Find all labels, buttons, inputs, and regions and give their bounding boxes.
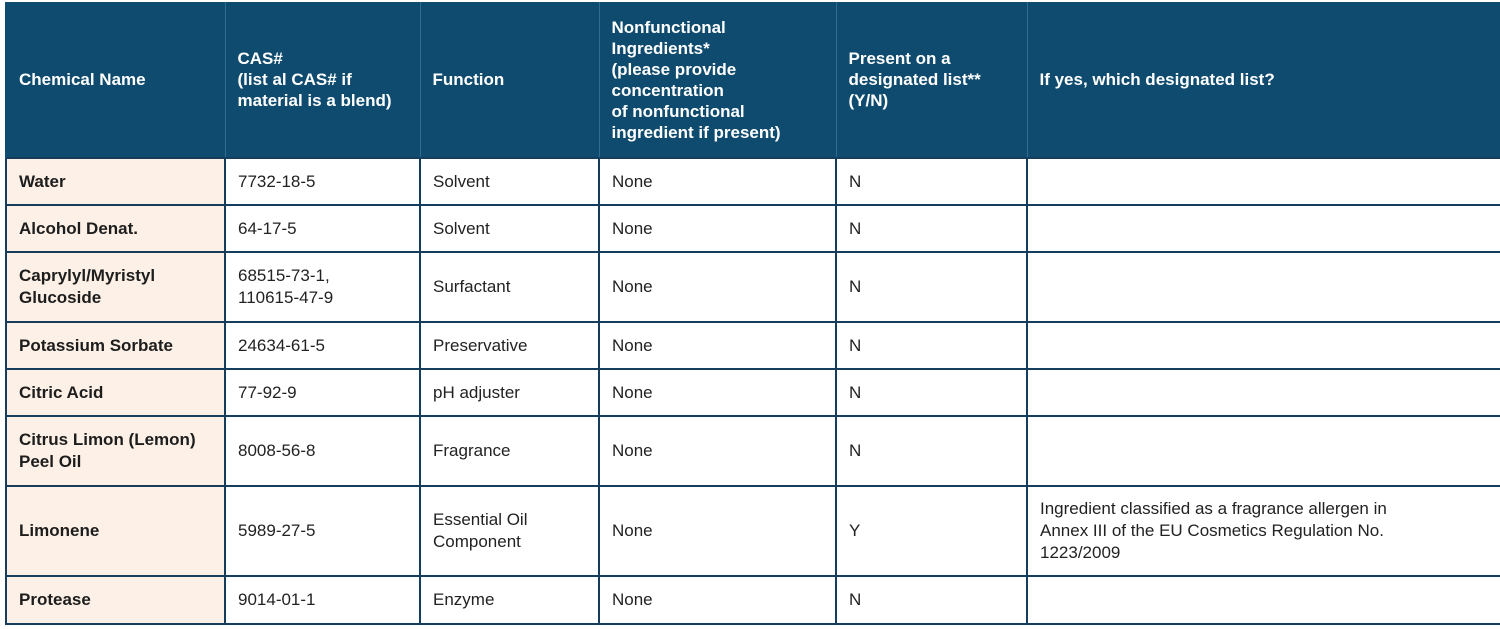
cell-chemical-name: Limonene [6,486,225,576]
table-row [6,322,1500,369]
table-row [6,252,1500,322]
cell-designated: Y [836,486,1027,576]
table-header [6,2,1500,158]
cell-function: Enzyme [420,576,599,624]
cell-nonfunctional: None [599,369,836,416]
cell-designated: N [836,205,1027,252]
cell-which-list [1027,369,1500,416]
cell-nonfunctional: None [599,576,836,624]
cell-which-list [1027,252,1500,322]
table-row [6,576,1500,624]
cell-which-list [1027,576,1500,624]
header-nonfunctional: Nonfunctional Ingredients* (please provide concentration of nonfunctional ingredient if present) [599,2,836,158]
cell-chemical-name: Caprylyl/Myristyl Glucoside [6,252,225,322]
cell-chemical-name: Water [6,158,225,205]
cell-nonfunctional: None [599,486,836,576]
table-body [6,158,1500,624]
cell-designated: N [836,416,1027,486]
cell-cas: 77-92-9 [225,369,420,416]
cell-chemical-name: Citric Acid [6,369,225,416]
cell-designated: N [836,158,1027,205]
cell-designated: N [836,576,1027,624]
table-row [6,205,1500,252]
header-row [6,2,1500,158]
table-row [6,486,1500,576]
header-chemical-name: Chemical Name [6,2,225,158]
cell-nonfunctional: None [599,205,836,252]
cell-function: Solvent [420,158,599,205]
cell-function: Fragrance [420,416,599,486]
cell-cas: 8008-56-8 [225,416,420,486]
table-row [6,158,1500,205]
cell-designated: N [836,322,1027,369]
cell-function: pH adjuster [420,369,599,416]
table-row [6,369,1500,416]
cell-cas: 9014-01-1 [225,576,420,624]
header-function: Function [420,2,599,158]
cell-chemical-name: Potassium Sorbate [6,322,225,369]
cell-nonfunctional: None [599,322,836,369]
cell-cas: 64-17-5 [225,205,420,252]
cell-which-list: Ingredient classified as a fragrance allergen in Annex III of the EU Cosmetics Regulation No. 1223/2009 [1027,486,1500,576]
header-which-list: If yes, which designated list? [1027,2,1500,158]
cell-chemical-name: Protease [6,576,225,624]
header-cas: CAS# (list al CAS# if material is a blend) [225,2,420,158]
cell-chemical-name: Citrus Limon (Lemon) Peel Oil [6,416,225,486]
cell-which-list [1027,158,1500,205]
cell-designated: N [836,369,1027,416]
cell-cas: 7732-18-5 [225,158,420,205]
cell-which-list [1027,416,1500,486]
cell-nonfunctional: None [599,158,836,205]
cell-function: Preservative [420,322,599,369]
cell-chemical-name: Alcohol Denat. [6,205,225,252]
table-row [6,416,1500,486]
cell-nonfunctional: None [599,252,836,322]
cell-cas: 5989-27-5 [225,486,420,576]
cell-which-list [1027,205,1500,252]
cell-nonfunctional: None [599,416,836,486]
ingredient-disclosure-table [5,2,1500,625]
cell-cas: 24634-61-5 [225,322,420,369]
cell-function: Solvent [420,205,599,252]
cell-cas: 68515-73-1, 110615-47-9 [225,252,420,322]
cell-function: Essential Oil Component [420,486,599,576]
header-designated-list: Present on a designated list** (Y/N) [836,2,1027,158]
cell-which-list [1027,322,1500,369]
cell-function: Surfactant [420,252,599,322]
cell-designated: N [836,252,1027,322]
